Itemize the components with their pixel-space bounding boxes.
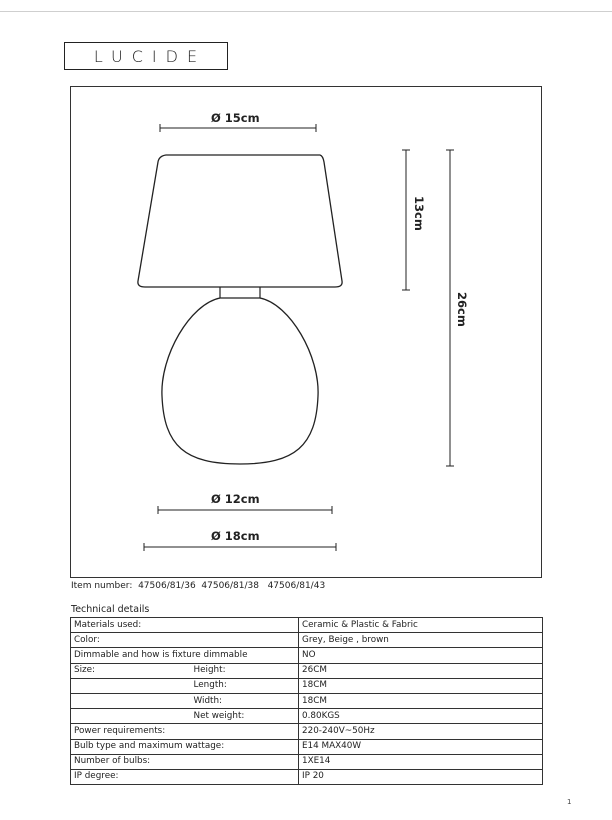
lamp-shade — [138, 155, 342, 287]
shade-diameter-label: Ø 15cm — [211, 111, 260, 125]
base-diameter-label: Ø 12cm — [211, 492, 260, 506]
table-row — [71, 648, 543, 663]
spec-value: 0.80KGS — [299, 709, 543, 724]
spec-value: NO — [299, 648, 543, 663]
spec-value: 1XE14 — [299, 754, 543, 769]
spec-sublabel: Height: — [176, 663, 299, 678]
item-numbers: Item number: 47506/81/36 47506/81/38 47506/81/43 — [71, 581, 326, 591]
spec-label — [71, 709, 176, 724]
table-row — [71, 663, 543, 678]
table-row — [71, 709, 543, 724]
table-row — [71, 678, 543, 693]
spec-label: Color: — [71, 633, 299, 648]
total-height-dimension — [446, 150, 469, 466]
spec-value: E14 MAX40W — [299, 739, 543, 754]
top-rule — [0, 11, 612, 12]
shade-height-dimension — [402, 150, 426, 290]
technical-details-title: Technical details — [71, 604, 150, 615]
spec-label: Size: — [71, 663, 176, 678]
logo-text: LUCIDE — [93, 46, 207, 66]
table-row — [71, 724, 543, 739]
lamp-neck — [220, 287, 260, 298]
total-height-label: 26cm — [455, 292, 469, 327]
body-diameter-label: Ø 18cm — [211, 529, 260, 543]
table-row — [71, 739, 543, 754]
table-row — [71, 618, 543, 633]
table-row — [71, 633, 543, 648]
spec-label: Power requirements: — [71, 724, 299, 739]
lucide-logo — [64, 42, 228, 70]
spec-sublabel: Net weight: — [176, 709, 299, 724]
table-row — [71, 769, 543, 784]
spec-label: Bulb type and maximum wattage: — [71, 739, 299, 754]
lamp-drawing — [70, 86, 542, 578]
spec-label: Dimmable and how is fixture dimmable — [71, 648, 299, 663]
spec-sublabel: Width: — [176, 693, 299, 708]
technical-details-table — [70, 617, 543, 785]
spec-value: 18CM — [299, 693, 543, 708]
shade-width-dimension — [160, 111, 316, 132]
spec-label — [71, 678, 176, 693]
shade-height-label: 13cm — [412, 196, 426, 231]
spec-value: 18CM — [299, 678, 543, 693]
spec-value: IP 20 — [299, 769, 543, 784]
spec-value: Ceramic & Plastic & Fabric — [299, 618, 543, 633]
spec-label: Materials used: — [71, 618, 299, 633]
page-number: 1 — [567, 798, 572, 806]
spec-sublabel: Length: — [176, 678, 299, 693]
spec-value: Grey, Beige , brown — [299, 633, 543, 648]
base-width-dimension — [158, 492, 332, 514]
spec-value: 220-240V~50Hz — [299, 724, 543, 739]
spec-value: 26CM — [299, 663, 543, 678]
table-row — [71, 693, 543, 708]
lamp-body — [162, 298, 318, 464]
table-row — [71, 754, 543, 769]
spec-label: IP degree: — [71, 769, 299, 784]
body-width-dimension — [144, 529, 336, 551]
spec-label: Number of bulbs: — [71, 754, 299, 769]
spec-label — [71, 693, 176, 708]
